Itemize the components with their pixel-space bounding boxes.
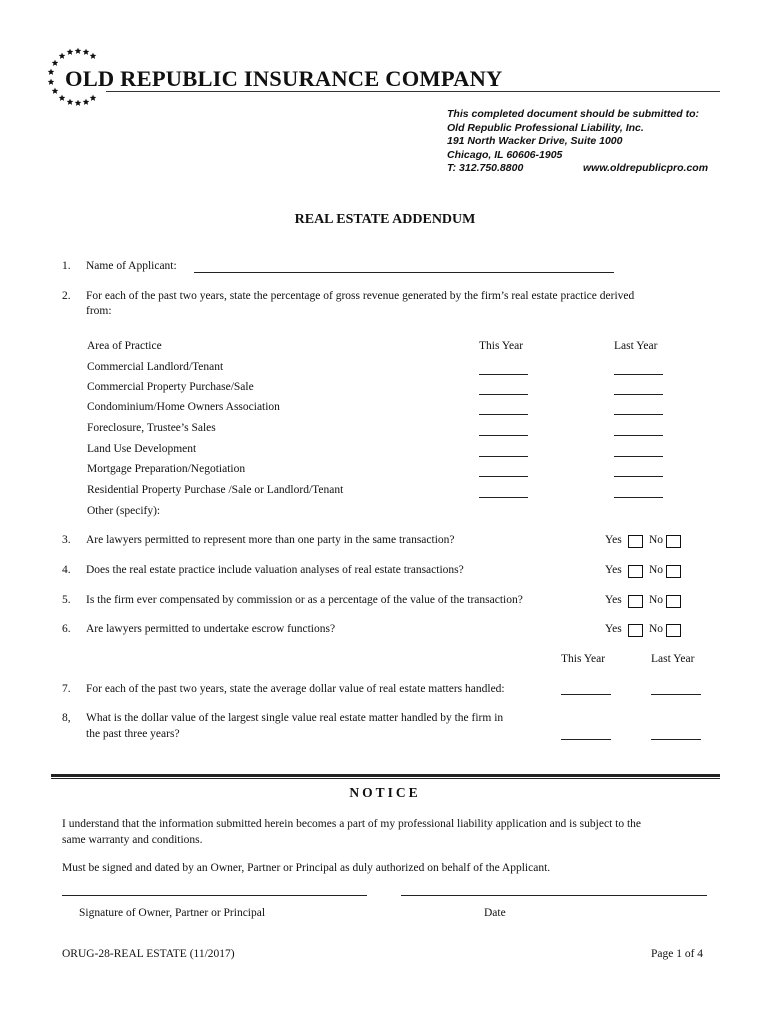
yes-checkbox[interactable] — [628, 595, 643, 608]
no-label: No — [649, 534, 664, 546]
no-checkbox[interactable] — [666, 565, 681, 578]
practice-this-year-field[interactable] — [479, 382, 528, 395]
practice-area-label: Mortgage Preparation/Negotiation — [87, 463, 246, 475]
yes-checkbox[interactable] — [628, 535, 643, 548]
practice-area-label: Residential Property Purchase /Sale or Landlord/Tenant — [87, 484, 344, 496]
practice-last-year-field[interactable] — [614, 382, 663, 395]
submit-line: Old Republic Professional Liability, Inc. — [447, 121, 644, 134]
practice-last-year-field[interactable] — [614, 423, 663, 436]
notice-divider — [51, 774, 720, 779]
yes-checkbox[interactable] — [628, 624, 643, 637]
header-divider — [106, 91, 720, 92]
question-text: the past three years? — [86, 728, 180, 740]
practice-this-year-field[interactable] — [479, 423, 528, 436]
page-number: Page 1 of 4 — [651, 948, 704, 960]
practice-this-year-field[interactable] — [479, 444, 528, 457]
question-number: 1. — [62, 260, 71, 272]
phone-number: T: 312.750.8800 — [447, 162, 524, 175]
notice-text: I understand that the information submitted herein becomes a part of my professional liability application and is subject to the — [62, 818, 642, 830]
practice-this-year-field[interactable] — [479, 464, 528, 477]
practice-last-year-field[interactable] — [614, 444, 663, 457]
yes-checkbox[interactable] — [628, 565, 643, 578]
date-label: Date — [484, 907, 506, 919]
question-number: 8, — [62, 712, 71, 724]
question-text: For each of the past two years, state the percentage of gross revenue generated by the firm’s real estate practice derived — [86, 290, 635, 302]
practice-area-label: Condominium/Home Owners Association — [87, 401, 280, 413]
form-code: ORUG-28-REAL ESTATE (11/2017) — [62, 948, 235, 960]
practice-area-label: Commercial Property Purchase/Sale — [87, 381, 254, 393]
practice-last-year-field[interactable] — [614, 464, 663, 477]
no-checkbox[interactable] — [666, 624, 681, 637]
practice-this-year-field[interactable] — [479, 485, 528, 498]
practice-this-year-field[interactable] — [479, 362, 528, 375]
website-link[interactable]: www.oldrepublicpro.com — [583, 162, 709, 175]
practice-area-label: Foreclosure, Trustee’s Sales — [87, 422, 216, 434]
column-header-last-year: Last Year — [651, 653, 695, 665]
yes-label: Yes — [605, 623, 622, 635]
column-header-area: Area of Practice — [87, 340, 162, 352]
submit-line: 191 North Wacker Drive, Suite 1000 — [447, 135, 623, 148]
column-header-last-year: Last Year — [614, 340, 658, 352]
question-text: What is the dollar value of the largest single value real estate matter handled by the firm in — [86, 712, 504, 724]
no-checkbox[interactable] — [666, 535, 681, 548]
notice-text: same warranty and conditions. — [62, 834, 203, 846]
no-label: No — [649, 594, 664, 606]
yes-label: Yes — [605, 564, 622, 576]
column-header-this-year: This Year — [479, 340, 524, 352]
signature-field[interactable] — [62, 895, 367, 896]
question-text: Are lawyers permitted to undertake escrow functions? — [86, 623, 336, 635]
avg-value-this-year-field[interactable] — [561, 682, 611, 695]
column-header-this-year: This Year — [561, 653, 606, 665]
authorization-text: Must be signed and dated by an Owner, Partner or Principal as duly authorized on behalf of the Applicant. — [62, 862, 551, 874]
yes-label: Yes — [605, 534, 622, 546]
practice-area-label: Commercial Landlord/Tenant — [87, 361, 224, 373]
submission-address-block — [447, 108, 719, 176]
practice-last-year-field[interactable] — [614, 485, 663, 498]
question-number: 7. — [62, 683, 71, 695]
question-number: 5. — [62, 594, 71, 606]
signature-label: Signature of Owner, Partner or Principal — [79, 907, 266, 919]
largest-value-last-year-field[interactable] — [651, 727, 701, 740]
submit-line: Chicago, IL 60606-1905 — [447, 148, 563, 161]
no-label: No — [649, 623, 664, 635]
practice-area-label: Land Use Development — [87, 443, 197, 455]
question-number: 2. — [62, 290, 71, 302]
no-checkbox[interactable] — [666, 595, 681, 608]
no-label: No — [649, 564, 664, 576]
form-title: REAL ESTATE ADDENDUM — [294, 212, 476, 227]
question-text: Does the real estate practice include valuation analyses of real estate transactions? — [86, 564, 464, 576]
applicant-name-field[interactable] — [194, 258, 614, 273]
notice-heading: NOTICE — [349, 785, 421, 800]
applicant-name-label: Name of Applicant: — [86, 260, 177, 272]
largest-value-this-year-field[interactable] — [561, 727, 611, 740]
company-name: OLD REPUBLIC INSURANCE COMPANY — [65, 66, 503, 91]
question-number: 6. — [62, 623, 71, 635]
practice-last-year-field[interactable] — [614, 362, 663, 375]
question-text: For each of the past two years, state the average dollar value of real estate matters handled: — [86, 683, 505, 695]
question-text: Are lawyers permitted to represent more than one party in the same transaction? — [86, 534, 455, 546]
practice-this-year-field[interactable] — [479, 402, 528, 415]
question-number: 3. — [62, 534, 71, 546]
other-specify-label: Other (specify): — [87, 505, 161, 517]
question-text: from: — [86, 305, 112, 317]
question-number: 4. — [62, 564, 71, 576]
practice-last-year-field[interactable] — [614, 402, 663, 415]
date-field[interactable] — [401, 895, 707, 896]
avg-value-last-year-field[interactable] — [651, 682, 701, 695]
question-text: Is the firm ever compensated by commission or as a percentage of the value of the transaction? — [86, 594, 523, 606]
submit-line: This completed document should be submitted to: — [447, 108, 700, 120]
yes-label: Yes — [605, 594, 622, 606]
